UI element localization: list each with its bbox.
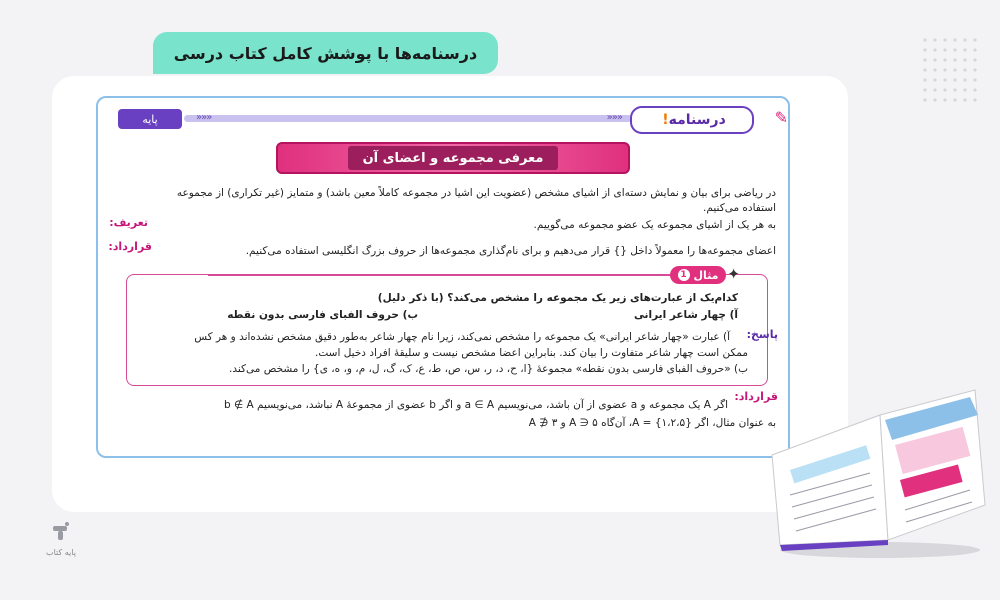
- option-a: آ) چهار شاعر ایرانی: [633, 309, 738, 321]
- header-line: [184, 115, 632, 122]
- feature-banner: [153, 32, 498, 74]
- dot-pattern: [920, 35, 980, 105]
- book-page-preview: [96, 96, 790, 458]
- convention-tag: قرارداد:: [108, 240, 152, 253]
- lesson-header-bar: [114, 108, 788, 130]
- answer-line-2: ممکن است چهار شاعر متفاوت را بیان کند. بنابراین اعضا مشخص نیست و سلیقهٔ افراد دخیل است.: [315, 347, 748, 359]
- banner-title: درسنامه‌ها با پوشش کامل کتاب درسی: [173, 43, 478, 63]
- convention-text: اعضای مجموعه‌ها را معمولاً داخل {} قرار می‌دهیم و برای نام‌گذاری مجموعه‌ها از حروف بزرگ انگلیسی استفاده می‌کنیم.: [245, 245, 776, 257]
- chevrons-right-icon: «««: [606, 112, 622, 123]
- answer-line-1: آ) عبارت «چهار شاعر ایرانی» یک مجموعه را مشخص نمی‌کند، زیرا نام چهار شاعر به‌طور دقیق مشخص نشده‌اند و هر کس: [194, 331, 730, 343]
- example-number: 1: [678, 269, 690, 281]
- section-title-box: [276, 142, 630, 174]
- answer-line-3: ب) «حروف الفبای فارسی بدون نقطه» مجموعهٔ {ا، ح، د، ر، س، ص، ط، ع، ک، گ، ل، م، و، ه، ی} را مشخص می‌کند.: [229, 363, 748, 375]
- chevrons-left-icon: «««: [196, 112, 212, 123]
- example-divider: [208, 274, 678, 276]
- convention2-line-2: به عنوان مثال، اگر {۱،۲،۵} = A، آن‌گاه ۵ ∈ A و ۳ ∉ A: [528, 417, 776, 429]
- pencil-icon: ✎: [774, 108, 788, 127]
- example-question: کدام‌یک از عبارت‌های زیر یک مجموعه را مشخص می‌کند؟ (با ذکر دلیل): [377, 292, 738, 304]
- convention2-tag: قرارداد:: [734, 390, 778, 403]
- lesson-label: [630, 106, 754, 134]
- example-title-text: مثال: [693, 268, 719, 282]
- answer-tag: پاسخ:: [746, 328, 778, 341]
- intro-line-1: در ریاضی برای بیان و نمایش دسته‌ای از اشیای مشخص (عضویت این اشیا در مجموعه کاملاً معین باشد) و متمایز (غیر تکراری) از مجموعه: [176, 187, 776, 199]
- logo-text: پایه: [142, 112, 158, 126]
- option-b: ب) حروف الفبای فارسی بدون نقطه: [227, 309, 418, 321]
- intro-line-2: استفاده می‌کنیم.: [703, 202, 776, 214]
- section-title: معرفی مجموعه و اعضای آن: [348, 146, 558, 170]
- brand-mark-icon: [49, 520, 73, 544]
- example-title: [670, 266, 726, 284]
- open-book-illustration: [770, 385, 990, 560]
- lesson-label-text: درسنامه: [668, 112, 726, 128]
- brand-logo-small: [118, 109, 182, 129]
- brand-name: پایه کتاب: [46, 548, 76, 557]
- exclamation-mark: !: [662, 112, 669, 128]
- brand-logo: [38, 520, 84, 570]
- definition-tag: تعریف:: [109, 216, 148, 229]
- convention2-line-1: اگر A یک مجموعه و a عضوی از آن باشد، می‌نویسیم a ∈ A و اگر b عضوی از مجموعهٔ A نباشد، می‌نویسیم b ∉ A: [224, 399, 728, 411]
- star-icon: ✦: [727, 265, 740, 283]
- definition-text: به هر یک از اشیای مجموعه یک عضو مجموعه می‌گوییم.: [533, 219, 776, 231]
